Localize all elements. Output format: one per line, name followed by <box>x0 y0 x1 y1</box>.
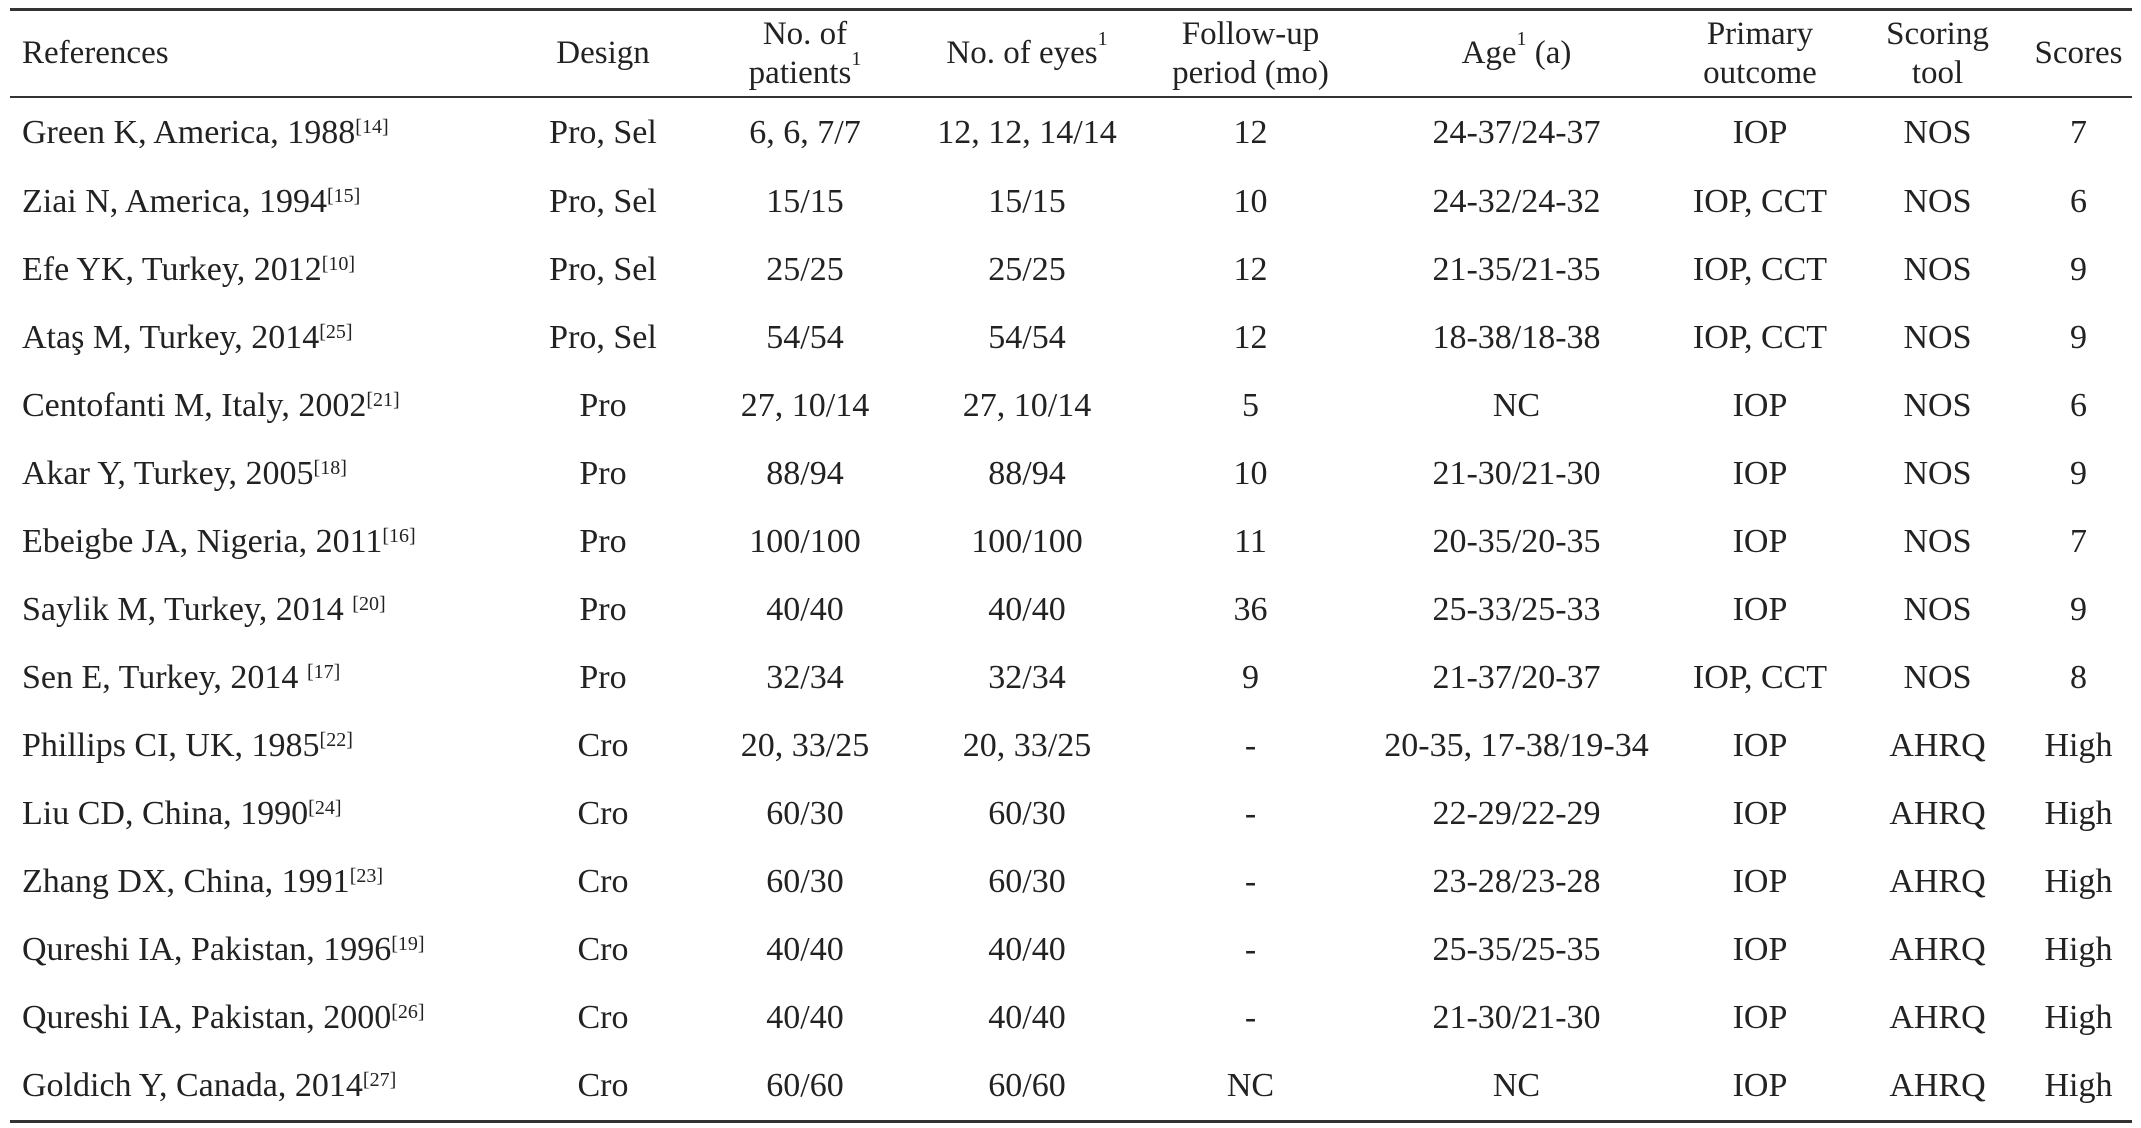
cell-follow-up-period: 12 <box>1233 251 1268 288</box>
cell-age: 23-28/23-28 <box>1432 863 1601 900</box>
cell-no-of-eyes: 54/54 <box>988 319 1066 356</box>
cell-score: High <box>2044 931 2113 968</box>
cell-reference: Phillips CI, UK, 1985 [22] <box>22 727 353 764</box>
cell-follow-up-period: 5 <box>1242 387 1259 424</box>
cell-design: Cro <box>577 931 629 968</box>
header-no-of-eyes: No. of eyes$^1$ <box>946 28 1108 71</box>
cell-design: Pro <box>579 387 627 424</box>
cell-no-of-eyes: 88/94 <box>988 455 1066 492</box>
cell-scoring-tool: NOS <box>1903 251 1972 288</box>
cell-age: 25-33/25-33 <box>1432 591 1601 628</box>
cell-score: High <box>2044 999 2113 1036</box>
cell-age: 20-35/20-35 <box>1432 523 1601 560</box>
cell-no-of-eyes: 40/40 <box>988 931 1066 968</box>
cell-follow-up-period: 10 <box>1233 455 1268 492</box>
cell-reference: Akar Y, Turkey, 2005 [18] <box>22 455 347 492</box>
cell-primary-outcome: IOP, CCT <box>1692 659 1828 696</box>
cell-no-of-patients: 40/40 <box>766 931 844 968</box>
cell-follow-up-period: - <box>1244 863 1257 900</box>
cell-primary-outcome: IOP, CCT <box>1692 251 1828 288</box>
cell-no-of-patients: 60/30 <box>766 863 844 900</box>
cell-scoring-tool: NOS <box>1903 319 1972 356</box>
cell-scoring-tool: NOS <box>1903 523 1972 560</box>
cell-no-of-eyes: 60/30 <box>988 863 1066 900</box>
cell-score: 9 <box>2070 319 2087 356</box>
cell-no-of-eyes: 60/30 <box>988 795 1066 832</box>
cell-score: 7 <box>2070 114 2087 151</box>
cell-no-of-eyes: 15/15 <box>988 183 1066 220</box>
cell-scoring-tool: NOS <box>1903 387 1972 424</box>
cell-score: 7 <box>2070 523 2087 560</box>
cell-no-of-patients: 60/60 <box>766 1067 844 1104</box>
cell-scoring-tool: AHRQ <box>1889 795 1986 832</box>
cell-follow-up-period: 9 <box>1242 659 1259 696</box>
cell-design: Cro <box>577 727 629 764</box>
cell-scoring-tool: NOS <box>1903 659 1972 696</box>
cell-design: Cro <box>577 863 629 900</box>
cell-primary-outcome: IOP <box>1732 1067 1788 1104</box>
cell-primary-outcome: IOP <box>1732 523 1788 560</box>
cell-reference: Saylik M, Turkey, 2014 [20] <box>22 591 386 628</box>
cell-reference: Qureshi IA, Pakistan, 1996 [19] <box>22 931 425 968</box>
cell-no-of-patients: 100/100 <box>749 523 861 560</box>
cell-scoring-tool: AHRQ <box>1889 863 1986 900</box>
cell-no-of-eyes: 25/25 <box>988 251 1066 288</box>
cell-reference: Sen E, Turkey, 2014 [17] <box>22 659 341 696</box>
header-scores: Scores <box>2034 35 2123 71</box>
cell-score: High <box>2044 1067 2113 1104</box>
header-scoring-tool: Scoring tool <box>1886 15 1989 91</box>
cell-age: 24-32/24-32 <box>1432 183 1601 220</box>
cell-follow-up-period: NC <box>1226 1067 1275 1104</box>
cell-score: 9 <box>2070 455 2087 492</box>
cell-scoring-tool: AHRQ <box>1889 931 1986 968</box>
cell-primary-outcome: IOP <box>1732 727 1788 764</box>
cell-no-of-patients: 32/34 <box>766 659 844 696</box>
cell-scoring-tool: NOS <box>1903 183 1972 220</box>
cell-age: 21-30/21-30 <box>1432 455 1601 492</box>
cell-score: 8 <box>2070 659 2087 696</box>
cell-no-of-eyes: 40/40 <box>988 591 1066 628</box>
table-body <box>10 98 2132 1120</box>
cell-no-of-eyes: 100/100 <box>971 523 1083 560</box>
cell-no-of-eyes: 20, 33/25 <box>962 727 1092 764</box>
cell-scoring-tool: NOS <box>1903 114 1972 151</box>
header-no-of-patients: No. of patients$^1$ <box>748 15 862 91</box>
header-references: References <box>22 35 169 71</box>
table-header <box>10 11 2132 96</box>
header-primary-outcome: Primary outcome <box>1703 15 1817 91</box>
cell-score: 9 <box>2070 251 2087 288</box>
table-bottom-rule <box>10 1120 2132 1123</box>
cell-follow-up-period: - <box>1244 931 1257 968</box>
cell-scoring-tool: NOS <box>1903 591 1972 628</box>
cell-no-of-patients: 40/40 <box>766 591 844 628</box>
cell-age: 24-37/24-37 <box>1432 114 1601 151</box>
cell-reference: Goldich Y, Canada, 2014 [27] <box>22 1067 397 1104</box>
cell-primary-outcome: IOP <box>1732 114 1788 151</box>
cell-no-of-patients: 25/25 <box>766 251 844 288</box>
cell-reference: Ziai N, America, 1994 [15] <box>22 183 361 220</box>
cell-scoring-tool: AHRQ <box>1889 727 1986 764</box>
cell-score: 6 <box>2070 183 2087 220</box>
cell-primary-outcome: IOP <box>1732 999 1788 1036</box>
cell-design: Cro <box>577 999 629 1036</box>
cell-reference: Qureshi IA, Pakistan, 2000 [26] <box>22 999 425 1036</box>
cell-reference: Zhang DX, China, 1991 [23] <box>22 863 384 900</box>
cell-no-of-eyes: 12, 12, 14/14 <box>937 114 1117 151</box>
cell-design: Pro <box>579 455 627 492</box>
cell-no-of-patients: 88/94 <box>766 455 844 492</box>
cell-design: Pro <box>579 523 627 560</box>
cell-follow-up-period: 12 <box>1233 114 1268 151</box>
cell-score: 6 <box>2070 387 2087 424</box>
cell-design: Cro <box>577 1067 629 1104</box>
cell-primary-outcome: IOP <box>1732 387 1788 424</box>
cell-age: 20-35, 17-38/19-34 <box>1384 727 1649 764</box>
cell-follow-up-period: 10 <box>1233 183 1268 220</box>
cell-scoring-tool: AHRQ <box>1889 1067 1986 1104</box>
cell-age: 21-37/20-37 <box>1432 659 1601 696</box>
cell-primary-outcome: IOP <box>1732 863 1788 900</box>
cell-reference: Ebeigbe JA, Nigeria, 2011 [16] <box>22 523 416 560</box>
cell-design: Pro <box>579 659 627 696</box>
cell-no-of-eyes: 27, 10/14 <box>962 387 1092 424</box>
cell-design: Pro, Sel <box>549 114 657 151</box>
cell-no-of-patients: 60/30 <box>766 795 844 832</box>
study-characteristics-table <box>10 8 2132 1123</box>
cell-age: 21-35/21-35 <box>1432 251 1601 288</box>
cell-score: High <box>2044 863 2113 900</box>
cell-primary-outcome: IOP, CCT <box>1692 319 1828 356</box>
cell-score: High <box>2044 727 2113 764</box>
cell-score: High <box>2044 795 2113 832</box>
cell-no-of-patients: 6, 6, 7/7 <box>749 114 861 151</box>
cell-primary-outcome: IOP <box>1732 591 1788 628</box>
cell-primary-outcome: IOP <box>1732 455 1788 492</box>
cell-reference: Liu CD, China, 1990 [24] <box>22 795 342 832</box>
cell-reference: Centofanti M, Italy, 2002 [21] <box>22 387 400 424</box>
cell-design: Cro <box>577 795 629 832</box>
cell-design: Pro <box>579 591 627 628</box>
cell-follow-up-period: 36 <box>1233 591 1268 628</box>
cell-reference: Green K, America, 1988 [14] <box>22 114 389 151</box>
cell-no-of-patients: 15/15 <box>766 183 844 220</box>
cell-follow-up-period: - <box>1244 727 1257 764</box>
cell-score: 9 <box>2070 591 2087 628</box>
cell-scoring-tool: NOS <box>1903 455 1972 492</box>
header-follow-up-period: Follow-up period (mo) <box>1172 15 1329 91</box>
cell-follow-up-period: 12 <box>1233 319 1268 356</box>
cell-primary-outcome: IOP <box>1732 931 1788 968</box>
cell-age: NC <box>1492 1067 1541 1104</box>
cell-no-of-patients: 20, 33/25 <box>740 727 870 764</box>
cell-scoring-tool: AHRQ <box>1889 999 1986 1036</box>
cell-design: Pro, Sel <box>549 319 657 356</box>
cell-age: 22-29/22-29 <box>1432 795 1601 832</box>
cell-reference: Efe YK, Turkey, 2012 [10] <box>22 251 356 288</box>
cell-follow-up-period: 11 <box>1234 523 1267 560</box>
cell-age: 21-30/21-30 <box>1432 999 1601 1036</box>
cell-no-of-patients: 40/40 <box>766 999 844 1036</box>
cell-design: Pro, Sel <box>549 183 657 220</box>
cell-no-of-eyes: 40/40 <box>988 999 1066 1036</box>
cell-follow-up-period: - <box>1244 795 1257 832</box>
cell-no-of-patients: 54/54 <box>766 319 844 356</box>
cell-primary-outcome: IOP <box>1732 795 1788 832</box>
cell-reference: Ataş M, Turkey, 2014 [25] <box>22 319 353 356</box>
cell-design: Pro, Sel <box>549 251 657 288</box>
cell-no-of-patients: 27, 10/14 <box>740 387 870 424</box>
header-age: Age$^1$ (a) <box>1461 28 1572 71</box>
cell-follow-up-period: - <box>1244 999 1257 1036</box>
cell-no-of-eyes: 60/60 <box>988 1067 1066 1104</box>
cell-age: NC <box>1492 387 1541 424</box>
cell-age: 25-35/25-35 <box>1432 931 1601 968</box>
cell-age: 18-38/18-38 <box>1432 319 1601 356</box>
cell-no-of-eyes: 32/34 <box>988 659 1066 696</box>
header-design: Design <box>556 35 650 71</box>
cell-primary-outcome: IOP, CCT <box>1692 183 1828 220</box>
